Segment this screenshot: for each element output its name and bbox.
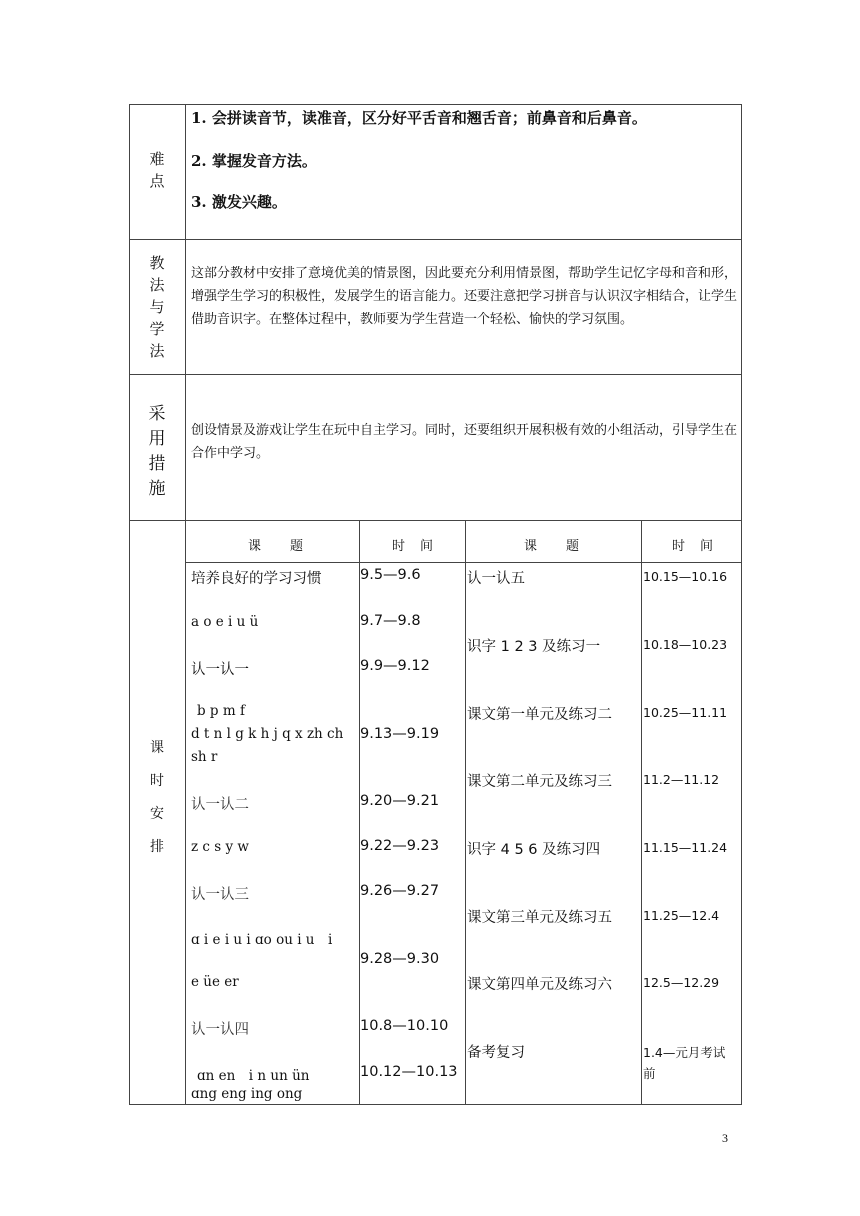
lesson-topic-line3: sh r (191, 749, 218, 765)
methods-label: 教 法 与 学 法 (149, 254, 165, 360)
lesson-topic: 识字 4 5 6 及练习四 (467, 842, 601, 858)
lesson-topic: 课文第二单元及练习三 (467, 774, 612, 790)
difficulty-item: 2. 掌握发音方法。 (191, 152, 317, 170)
measures-label: 采 用 措 施 (148, 404, 166, 499)
lesson-time: 9.5—9.6 (360, 567, 421, 583)
lesson-topic: z c s y w (191, 839, 249, 855)
lesson-topic-line2: d t n l g k h j q x zh ch (191, 726, 344, 742)
lesson-time: 9.20—9.21 (360, 793, 440, 809)
lesson-topic: 认一认四 (191, 1022, 249, 1038)
lesson-time: 9.9—9.12 (360, 658, 430, 674)
lesson-time: 10.8—10.10 (360, 1018, 449, 1034)
lesson-topic: 认一认五 (467, 571, 525, 587)
header-time: 时 间 (392, 539, 435, 554)
lesson-topic: 识字 1 2 3 及练习一 (467, 639, 601, 655)
lesson-time-line2: 前 (643, 1066, 656, 1081)
page-number: 3 (722, 1131, 728, 1145)
lesson-time: 10.15—10.16 (643, 569, 728, 584)
lesson-time: 10.12—10.13 (360, 1064, 458, 1080)
lesson-topic: 认一认三 (191, 887, 249, 903)
lesson-time: 9.7—9.8 (360, 613, 421, 629)
schedule-column-divider (641, 520, 642, 1105)
lesson-topic: 认一认二 (191, 797, 249, 813)
lesson-time: 11.2—11.12 (643, 772, 720, 787)
schedule-column-divider (465, 520, 466, 1105)
lesson-topic: 课文第三单元及练习五 (467, 910, 612, 926)
difficulties-label: 难 点 (149, 150, 165, 190)
lesson-topic: 课文第四单元及练习六 (467, 977, 612, 993)
lesson-time: 10.18—10.23 (643, 637, 728, 652)
lesson-time: 9.13—9.19 (360, 726, 440, 742)
row-divider (129, 239, 742, 240)
lesson-topic-line2: e üe er (191, 974, 239, 990)
measures-text: 创设情景及游戏让学生在玩中自主学习。同时，还要组织开展积极有效的小组活动，引导学生在合作中学习。 (191, 423, 738, 461)
lesson-time: 10.25—11.11 (643, 705, 728, 720)
label-column-divider (185, 104, 186, 1105)
row-divider (129, 520, 742, 521)
lesson-topic: 认一认一 (191, 662, 249, 678)
lesson-time: 9.26—9.27 (360, 883, 440, 899)
lesson-time: 1.4—元月考试 (643, 1045, 726, 1060)
lesson-topic: 备考复习 (467, 1045, 525, 1061)
row-divider (129, 374, 742, 375)
lesson-topic: ɑ i e i u i ɑo ou i u i (191, 932, 333, 948)
lesson-time: 9.28—9.30 (360, 951, 440, 967)
lesson-time: 11.25—12.4 (643, 908, 720, 923)
methods-text: 这部分教材中安排了意境优美的情景图，因此要充分利用情景图，帮助学生记忆字母和音和形，增强学生学习的积极性，发展学生的语言能力。还要注意把学习拼音与认识汉字相结合，让学生借助音识字。在整体过程中，教师要为学生营造一个轻松、愉快的学习氛围。 (191, 266, 738, 327)
lesson-time: 11.15—11.24 (643, 840, 728, 855)
lesson-topic: a o e i u ü (191, 614, 259, 630)
schedule-header-divider (185, 562, 742, 563)
lesson-time: 9.22—9.23 (360, 838, 440, 854)
lesson-topic-line2: ɑng eng ing ong (191, 1086, 303, 1102)
header-topic: 课 题 (524, 539, 581, 554)
lesson-topic: 培养良好的学习习惯 (191, 571, 322, 587)
lesson-topic: b p m f (197, 703, 245, 719)
lesson-topic: 课文第一单元及练习二 (467, 707, 612, 723)
difficulty-item: 3. 激发兴趣。 (191, 193, 287, 211)
header-topic: 课 题 (248, 539, 305, 554)
header-time: 时 间 (672, 539, 715, 554)
difficulty-item: 1. 会拼读音节，读准音，区分好平舌音和翘舌音；前鼻音和后鼻音。 (191, 109, 647, 127)
lesson-topic: ɑn en i n un ün (197, 1068, 310, 1084)
schedule-label: 课 时 安 排 (150, 740, 164, 855)
lesson-time: 12.5—12.29 (643, 975, 720, 990)
